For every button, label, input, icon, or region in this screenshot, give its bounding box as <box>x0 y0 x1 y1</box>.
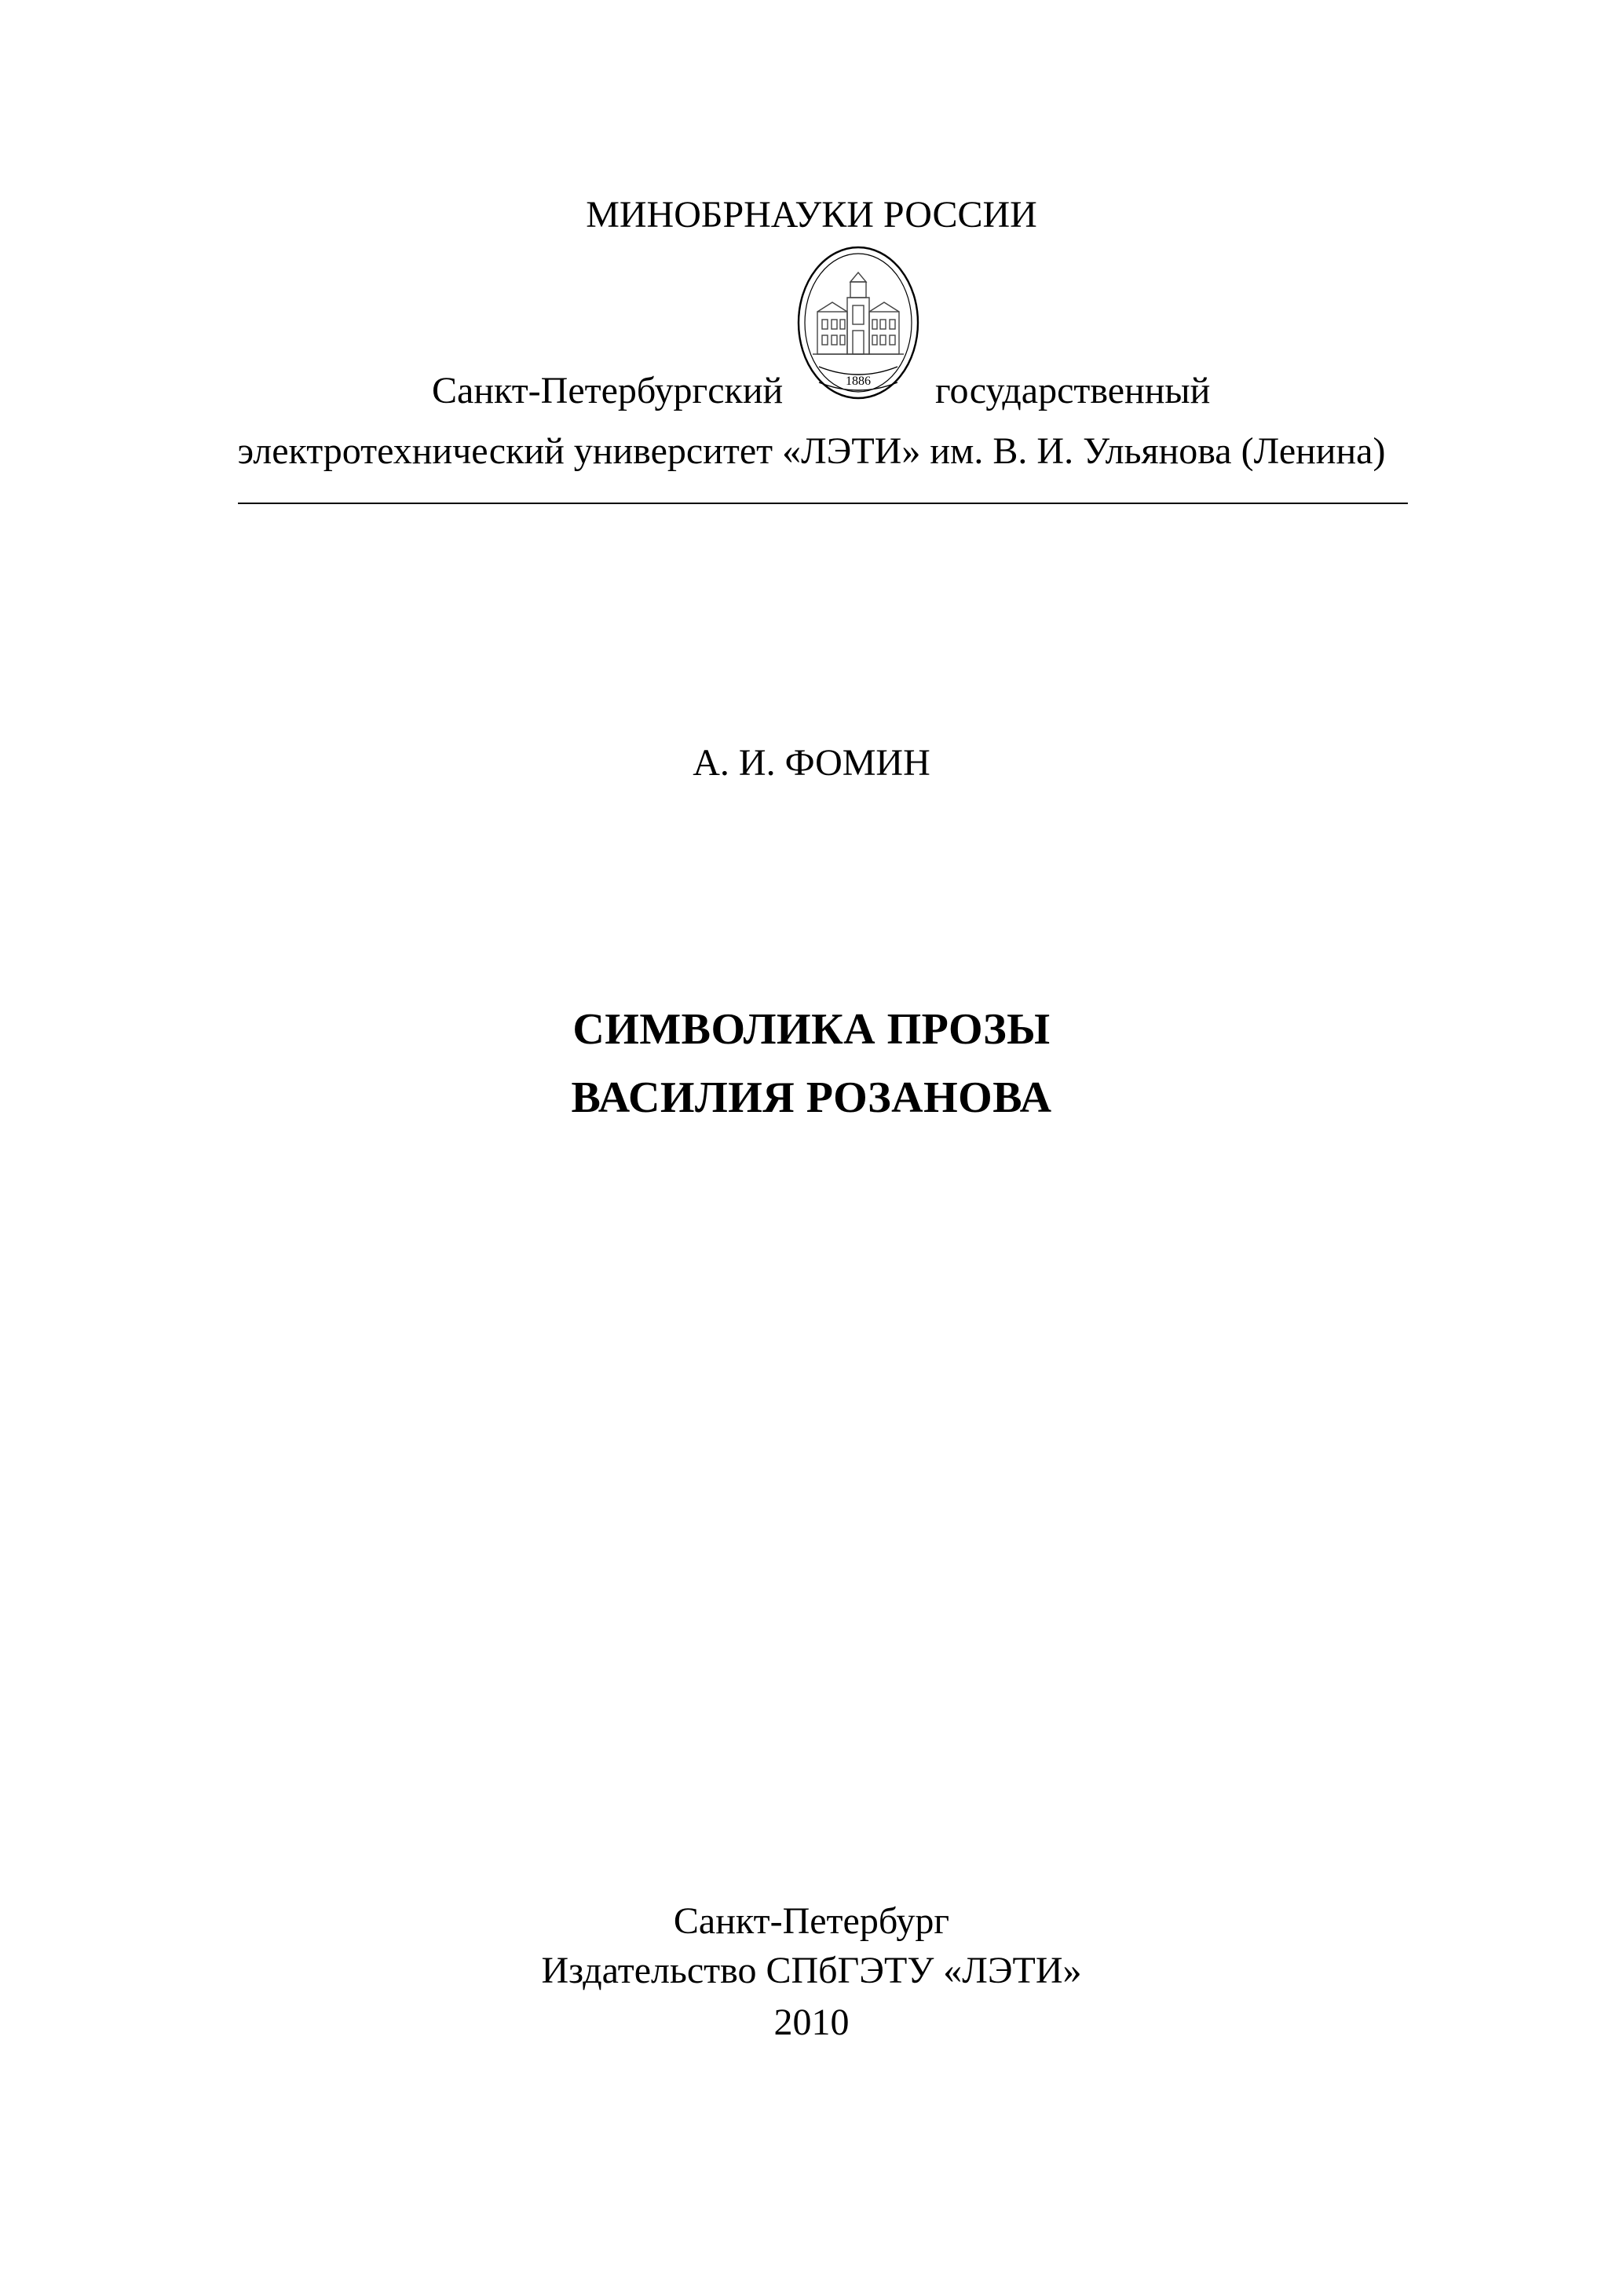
emblem-year: 1886 <box>846 375 871 388</box>
header-separator <box>238 503 1408 504</box>
imprint-city: Санкт-Петербург <box>673 1900 950 1942</box>
book-title-line1: СИМВОЛИКА ПРОЗЫ <box>572 1005 1051 1054</box>
author-name: А. И. ФОМИН <box>693 742 930 784</box>
imprint-publisher: Издательство СПбГЭТУ «ЛЭТИ» <box>541 1950 1082 1991</box>
university-emblem-icon <box>795 244 921 401</box>
ministry-heading: МИНОБРНАУКИ РОССИИ <box>586 194 1037 236</box>
university-emblem <box>795 244 921 401</box>
university-name-right: государственный <box>935 370 1211 411</box>
university-name-line2: электротехнический университет «ЛЭТИ» им. В. И. Ульянова (Ленина) <box>237 430 1386 472</box>
imprint-year: 2010 <box>773 2002 850 2043</box>
book-title-line2: ВАСИЛИЯ РОЗАНОВА <box>571 1073 1052 1122</box>
university-name-left: Санкт-Петербургский <box>432 370 784 411</box>
